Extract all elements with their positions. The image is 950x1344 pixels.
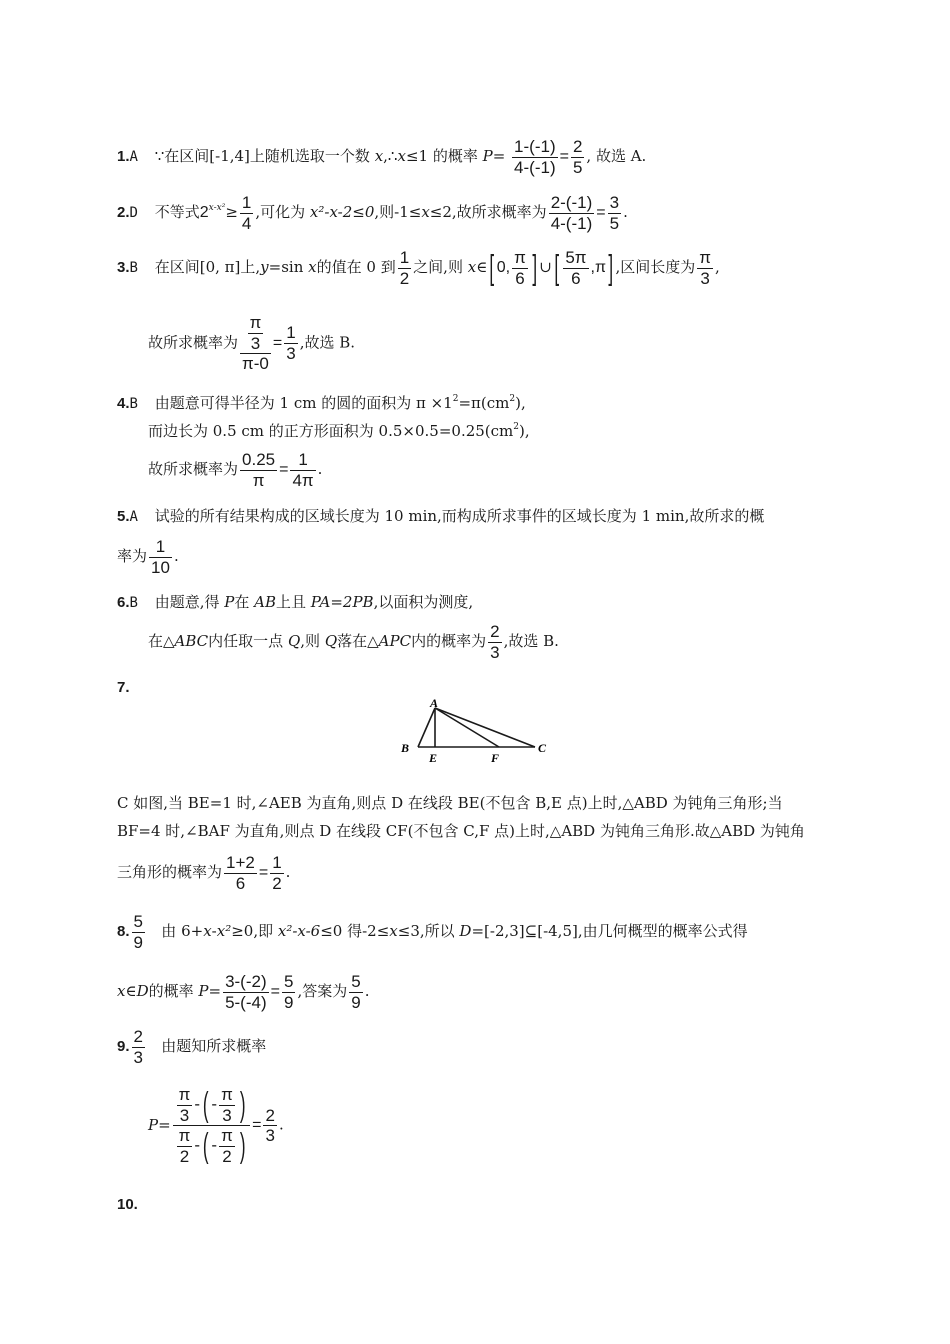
answer-letter: A	[129, 149, 138, 166]
text: 内的概率为	[411, 632, 487, 651]
text: ≤0 得-2≤	[320, 922, 390, 941]
item-4-line-2	[148, 423, 530, 439]
fraction: $\frac{3-(-2)}{5-(-4)}$	[225, 972, 267, 1012]
text: 率为	[117, 547, 148, 566]
var: x	[421, 203, 430, 222]
answer-letter: A	[129, 509, 138, 525]
item-3-line-2: 故所求概率为 $\frac{\frac{\pi}{3}}{\pi-0}$ = $\frac{1}{3}$ ,故选 B.	[148, 313, 356, 374]
exponent: x-x²	[208, 203, 226, 214]
item-7-line-1: C 如图,当 BE=1 时,∠AEB 为直角,则点 D 在线段 BE(不包含 B,E 点)上时,△ABD 为钝角三角形;当	[117, 794, 783, 812]
segment-af	[435, 708, 499, 747]
superscript: 2	[452, 394, 459, 404]
text: ≤3,所以	[397, 922, 460, 941]
text: .	[623, 203, 628, 222]
text: 在	[234, 593, 255, 611]
text: 的概率	[148, 982, 199, 1001]
fraction: $\frac{1}{10}$	[151, 537, 170, 577]
text: ,区间长度为	[615, 258, 696, 277]
var: y	[260, 258, 269, 277]
text: ,答案为	[297, 982, 348, 1001]
text: 不等式	[154, 203, 200, 222]
text: 的值在 0 到	[316, 258, 396, 277]
text: 在区间[0, π]上,	[154, 258, 261, 277]
text: 上且	[276, 593, 311, 611]
answer-letter: B	[129, 595, 138, 611]
item-1: 1.A ∵在区间[-1,4]上随机选取一个数 x,∴x≤1 的概率 P= $\frac{1-(-1)}{4-(-1)}$ = $\frac{2}{5}$ , 故选 A.	[117, 137, 647, 177]
text: 内任取一点	[208, 632, 288, 651]
item-number: 7.	[117, 679, 130, 696]
answer-letter: B	[129, 260, 138, 277]
text: 故所求概率为	[148, 333, 239, 352]
var: AB	[254, 593, 277, 611]
item-7-line-2: BF=4 时,∠BAF 为直角,则点 D 在线段 CF(不包含 C,F 点)上时,△ABD 为钝角三角形.故△ABD 为钝角	[117, 822, 805, 840]
text: =[-2,3]⊆[-4,5],由几何概型的概率公式得	[471, 922, 748, 941]
item-2: 2.D 不等式$2^{x-x^2}\ge$ $\frac{1}{4}$ ,可化为 x²-x-2≤0,则-1≤x≤2,故所求概率为 $\frac{2-(-1)}{4-(-1)}$ = $\frac{3}{5}$ .	[117, 193, 628, 233]
fraction: $\frac{3}{5}$	[609, 193, 620, 233]
text: ≤1 的概率	[405, 147, 483, 166]
item-number: 3.	[117, 259, 130, 277]
var: x²	[216, 922, 232, 941]
item-5-line-2	[117, 537, 179, 577]
text: 由题意可得半径为 1 cm 的圆的面积为 π ×1	[154, 394, 453, 412]
var: x	[117, 982, 126, 1001]
union-symbol: ∪	[539, 258, 552, 277]
var: x²-x-6	[277, 922, 321, 941]
text: ≥	[225, 203, 238, 222]
text: =π(cm	[458, 394, 510, 412]
fraction: $\frac{2}{3}$	[265, 1105, 275, 1146]
item-number: 4.	[117, 395, 130, 412]
text: ),	[519, 422, 530, 440]
label-e: E	[429, 751, 438, 765]
interval-end: ,π	[590, 259, 606, 277]
text: .	[285, 863, 291, 882]
var: D	[136, 982, 149, 1001]
item-4	[117, 395, 526, 411]
text: ,可化为	[255, 203, 310, 222]
base: 2	[199, 204, 209, 222]
text: 三角形的概率为	[117, 863, 223, 882]
text: ≥0,即	[231, 922, 278, 941]
text: ,故选 B.	[299, 333, 356, 352]
item-10	[117, 1197, 138, 1212]
text: ),	[515, 394, 526, 412]
text: 落在△	[337, 632, 379, 651]
item-7	[117, 680, 130, 695]
item-6	[117, 595, 473, 610]
superscript: 2	[509, 394, 516, 404]
fraction: $\frac{1}{4}$	[241, 193, 252, 233]
text: -	[211, 922, 217, 941]
var: P	[224, 593, 235, 611]
text: ∈	[125, 982, 137, 1001]
text: ,∴	[383, 147, 398, 166]
item-number: 5.	[117, 508, 130, 525]
var: x	[389, 922, 398, 941]
text: =sin	[268, 258, 309, 277]
var: x	[203, 922, 212, 941]
text: .	[364, 982, 370, 1001]
label-f: F	[491, 751, 500, 765]
item-8-line-2: x∈D的概率 P= $\frac{3-(-2)}{5-(-4)}$ = $\frac{5}{9}$ ,答案为 $\frac{5}{9}$ .	[117, 972, 370, 1012]
item-number: 10.	[117, 1196, 138, 1213]
interval-start: 0,	[496, 259, 511, 277]
item-8	[117, 912, 748, 952]
text: .	[173, 547, 179, 566]
text: ∈	[476, 258, 488, 277]
fraction: $\frac{1}{2}$	[399, 248, 410, 288]
var: Q	[287, 632, 301, 651]
complex-fraction: $\frac{\pi}{3}$ -( - $\frac{\pi}{3}$ ) $\frac{\pi}{2}$ -( - $\frac{\pi}{2}$ )	[173, 1085, 250, 1166]
label-a: A	[430, 696, 439, 710]
item-5	[117, 509, 764, 524]
fraction: $\frac{2-(-1)}{4-(-1)}$	[550, 193, 593, 233]
var: P	[198, 982, 209, 1001]
text: 在△	[148, 632, 175, 651]
var: x	[308, 258, 317, 277]
item-number: 9.	[117, 1038, 130, 1056]
answer-fraction: $\frac{2}{3}$	[133, 1027, 143, 1067]
answer-letter: B	[129, 396, 138, 412]
text: ,故选 B.	[503, 632, 559, 651]
text: =	[208, 982, 222, 1001]
item-number: 8.	[117, 923, 130, 941]
segment-ac	[435, 708, 535, 747]
text: 而边长为 0.5 cm 的正方形面积为 0.5×0.5=0.25(cm	[148, 422, 514, 440]
fraction: $\frac{2}{5}$	[572, 137, 583, 177]
segment-ab	[418, 708, 435, 747]
text: ,	[714, 258, 720, 277]
text: 由 6+	[161, 922, 204, 941]
item-number: 2.	[117, 204, 130, 222]
fraction: $\frac{1-(-1)}{4-(-1)}$	[514, 137, 556, 177]
text: ∵在区间[-1,4]上随机选取一个数	[154, 147, 375, 166]
triangle-figure	[395, 696, 555, 768]
text: =	[492, 147, 506, 166]
text: ,则-1≤	[374, 203, 422, 222]
item-7-line-3: 三角形的概率为 $\frac{1+2}{6}$ = $\frac{1}{2}$ .	[117, 853, 291, 893]
fraction: $\frac{5}{9}$	[283, 972, 294, 1012]
var: x	[374, 147, 384, 166]
text: .	[278, 1115, 284, 1134]
text: 由题意,得	[154, 593, 225, 611]
var: x	[467, 258, 477, 277]
label-c: C	[538, 741, 547, 755]
fraction: $\frac{2}{3}$	[490, 622, 500, 662]
text: ,则	[300, 632, 325, 651]
fraction: $\frac{1}{4\pi}$	[292, 450, 314, 490]
item-9-formula: P= $\frac{\pi}{3}$ -( - $\frac{\pi}{3}$ ) $\frac{\pi}{2}$ -( - $\frac{\pi}{2}$ ) = $\frac{2}{3}$ .	[148, 1085, 284, 1166]
var: D	[459, 922, 472, 941]
fraction: $\frac{0.25}{\pi}$	[242, 450, 276, 490]
fraction: $\frac{\pi}{6}$	[514, 248, 526, 288]
answer-fraction: $\frac{5}{9}$	[133, 912, 143, 952]
item-6-line-2	[148, 622, 559, 662]
var: APC	[378, 632, 412, 651]
var: P	[482, 147, 493, 166]
var: ABC	[174, 632, 209, 651]
superscript: 2	[513, 422, 520, 432]
fraction: $\frac{1}{2}$	[272, 853, 282, 893]
var: PA=2PB	[310, 593, 374, 611]
text: ≤2,故所求概率为	[429, 203, 547, 222]
item-4-line-3: 故所求概率为 $\frac{0.25}{\pi}$ = $\frac{1}{4\pi}$ .	[148, 450, 323, 490]
answer-letter: D	[129, 205, 138, 222]
complex-fraction: $\frac{\frac{\pi}{3}}{\pi-0}$	[242, 313, 269, 374]
fraction: $\frac{\pi}{3}$	[699, 248, 711, 288]
text: 由题知所求概率	[161, 1037, 267, 1056]
text: 试验的所有结果构成的区域长度为 10 min,而构成所求事件的区域长度为 1 min,故所求的概	[154, 507, 765, 525]
var: x	[397, 147, 406, 166]
item-number: 1.	[117, 148, 130, 166]
text: , 故选 A.	[586, 147, 647, 166]
fraction: $\frac{1+2}{6}$	[226, 853, 255, 893]
label-b: B	[401, 741, 410, 755]
fraction: $\frac{5\pi}{6}$	[565, 248, 587, 288]
text: 之间,则	[413, 258, 468, 277]
item-number: 6.	[117, 594, 130, 611]
fraction: $\frac{1}{3}$	[286, 323, 296, 363]
fraction: $\frac{5}{9}$	[351, 972, 361, 1012]
text: 故所求概率为	[148, 460, 239, 479]
inequality: x²-x-2≤0	[309, 203, 375, 222]
text: .	[317, 460, 323, 479]
var: Q	[324, 632, 338, 651]
var: P=	[148, 1116, 171, 1135]
item-3: 3.B 在区间[0, π]上,y=sin x的值在 0 到 $\frac{1}{2}$ 之间,则 x∈[ 0, $\frac{\pi}{6}$ ] ∪[ $\frac{5\pi}{6}$ ,π] ,区间长度为 $\frac{\pi}{3}$ ,	[117, 248, 720, 288]
item-9	[117, 1027, 266, 1067]
text: ,以面积为测度,	[373, 593, 474, 611]
